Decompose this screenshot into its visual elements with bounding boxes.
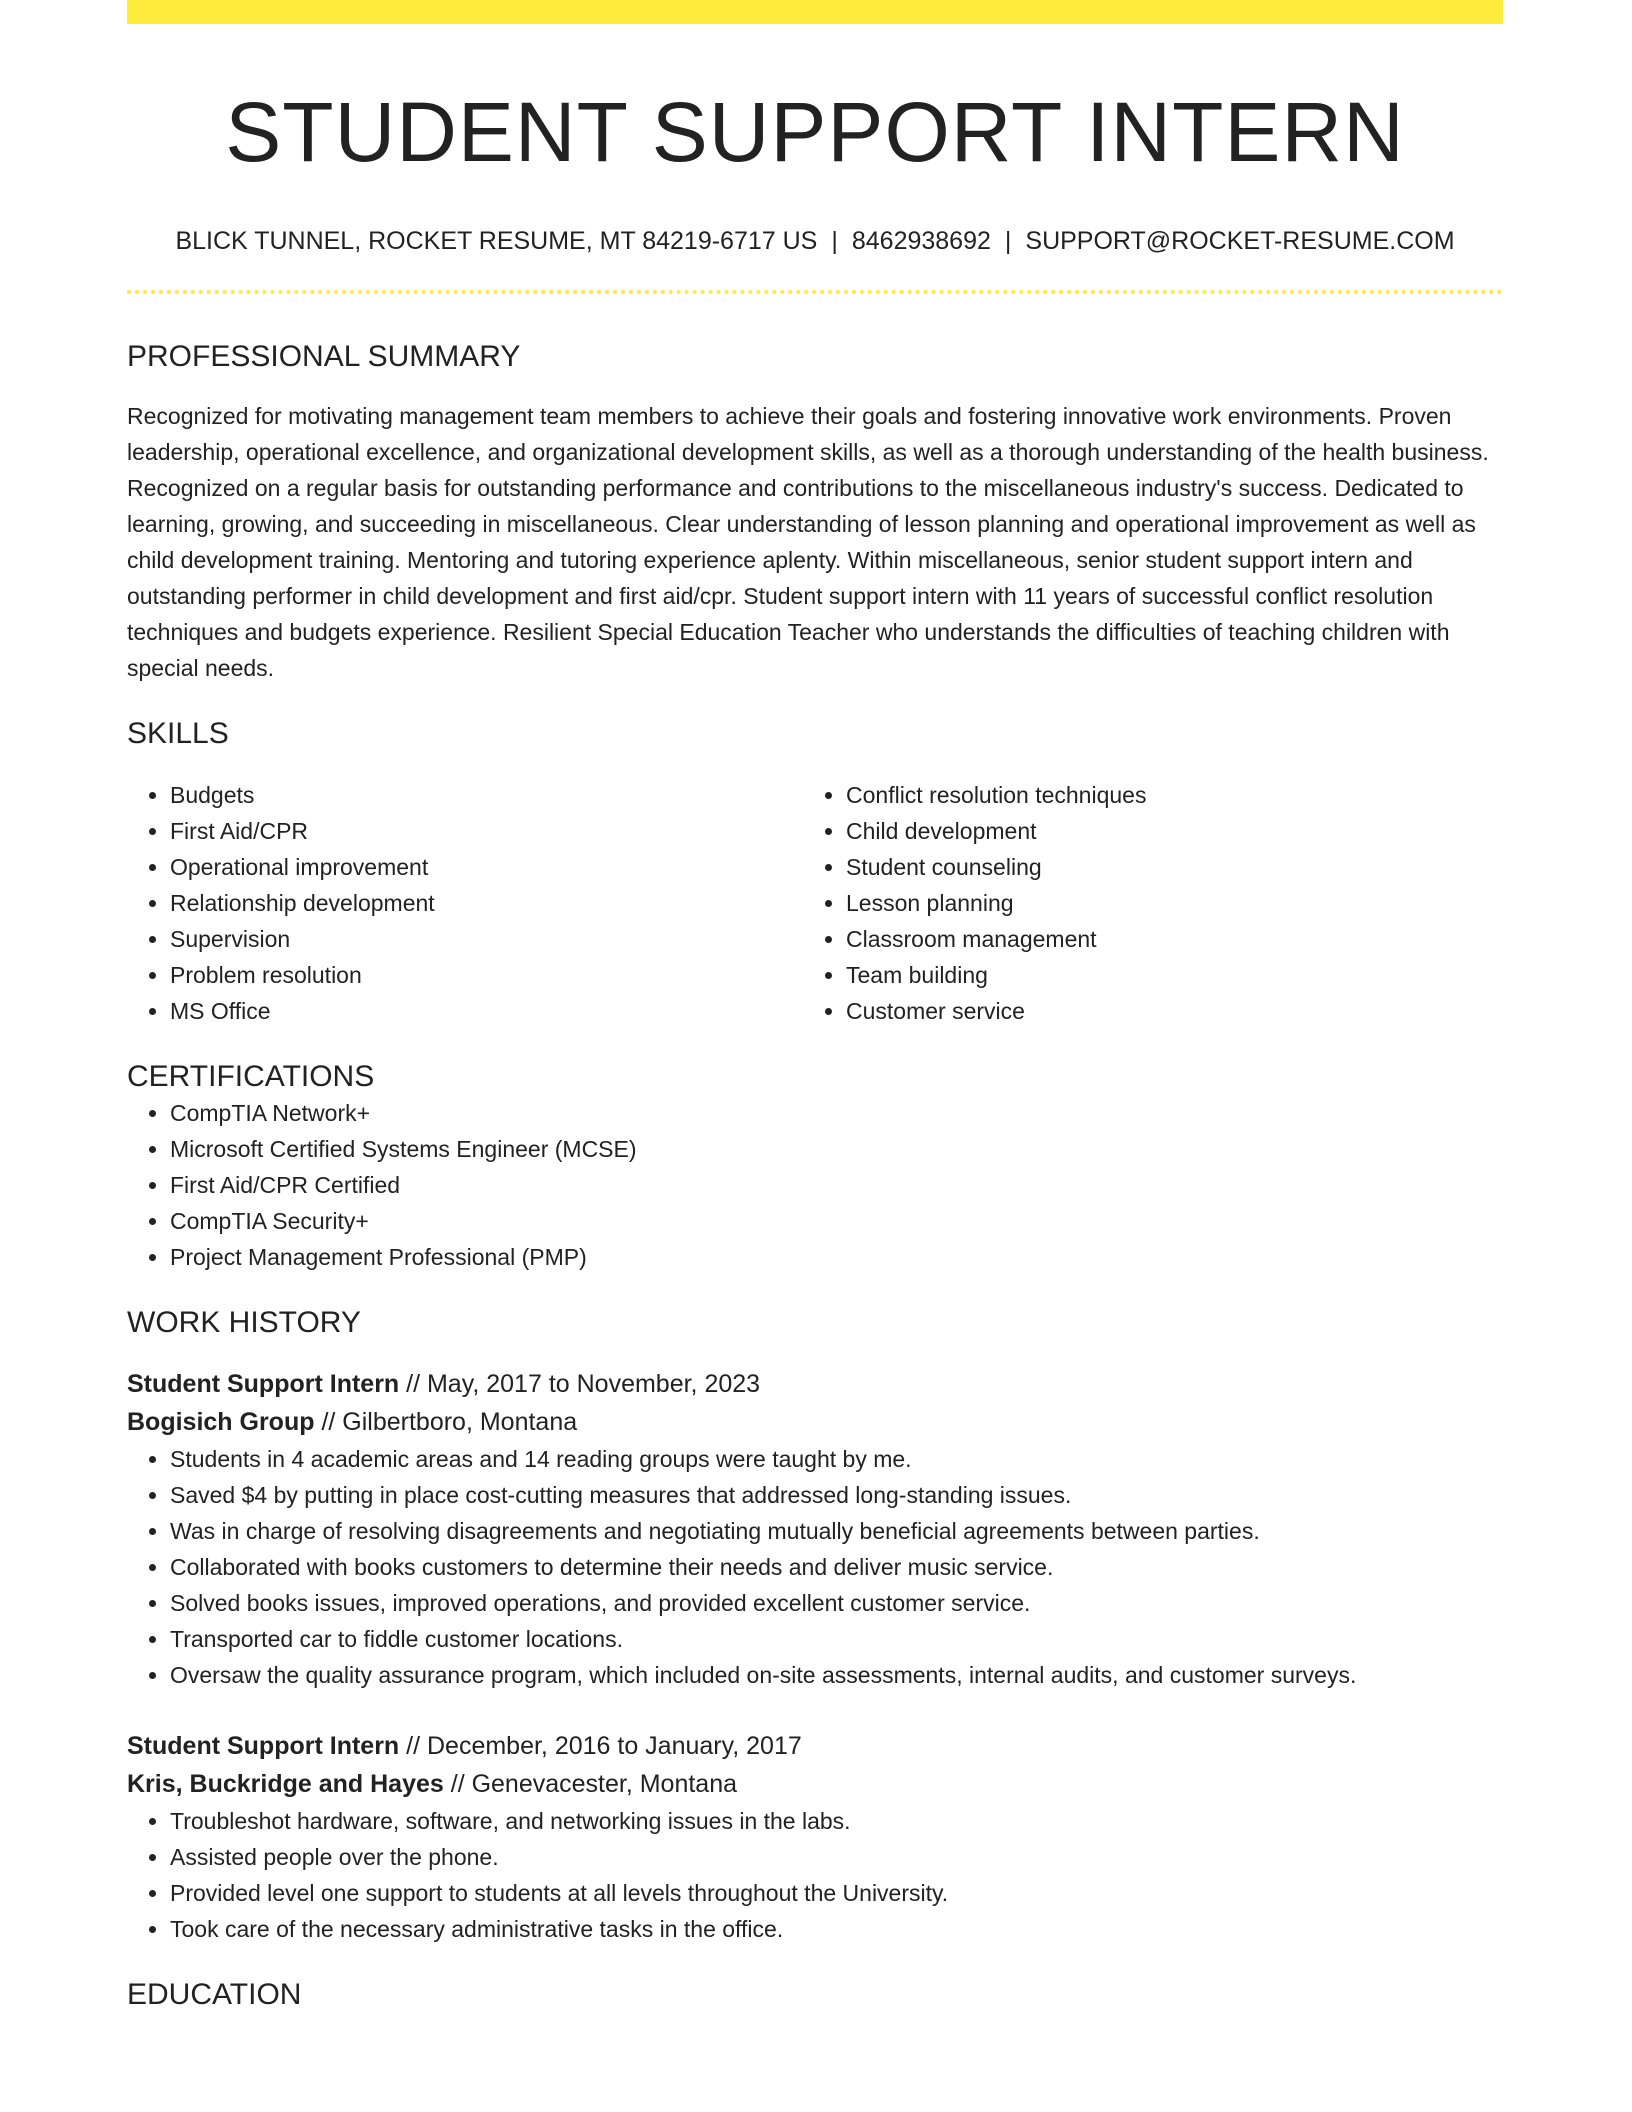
skill-item: • Problem resolution: [170, 957, 803, 993]
education-heading: EDUCATION: [127, 1977, 302, 2011]
certification-item: • First Aid/CPR Certified: [170, 1167, 1503, 1203]
skill-item: • Budgets: [170, 777, 803, 813]
skills-grid: [127, 777, 1503, 1029]
dotted-divider: [127, 290, 1503, 294]
skill-item: • Relationship development: [170, 885, 803, 921]
certifications-heading: CERTIFICATIONS: [127, 1059, 375, 1093]
job-bullet: • Students in 4 academic areas and 14 reading groups were taught by me.: [170, 1441, 1503, 1477]
skill-item: • MS Office: [170, 993, 803, 1029]
skill-item: • First Aid/CPR: [170, 813, 803, 849]
job-bullet: • Was in charge of resolving disagreements and negotiating mutually beneficial agreements between parties.: [170, 1513, 1503, 1549]
certification-item: • Project Management Professional (PMP): [170, 1239, 1503, 1275]
job-title-line: [127, 1365, 1503, 1403]
contact-line: [127, 226, 1503, 256]
job-location: // Gilbertboro, Montana: [314, 1407, 578, 1436]
job-bullet: • Solved books issues, improved operations, and provided excellent customer service.: [170, 1585, 1503, 1621]
work-history-heading: WORK HISTORY: [127, 1305, 361, 1339]
job-bullet: • Transported car to fiddle customer locations.: [170, 1621, 1503, 1657]
job-dates: // December, 2016 to January, 2017: [399, 1731, 802, 1760]
job-entry: [127, 1365, 1503, 1693]
resume-title: STUDENT SUPPORT INTERN: [225, 85, 1405, 179]
skill-item: • Supervision: [170, 921, 803, 957]
skill-item: • Child development: [846, 813, 1479, 849]
job-bullets: [127, 1441, 1503, 1693]
job-bullet: • Oversaw the quality assurance program, which included on-site assessments, internal audits, and customer surveys.: [170, 1657, 1503, 1693]
contact-phone: 8462938692: [851, 226, 991, 255]
certification-item: • Microsoft Certified Systems Engineer (MCSE): [170, 1131, 1503, 1167]
job-title-line: [127, 1727, 1503, 1765]
job-title: Student Support Intern: [127, 1731, 400, 1760]
skills-column-right: [803, 777, 1479, 1029]
skills-list-right: [803, 777, 1479, 1029]
skill-item: • Student counseling: [846, 849, 1479, 885]
job-bullet: • Provided level one support to students at all levels throughout the University.: [170, 1875, 1503, 1911]
job-company: Kris, Buckridge and Hayes: [127, 1769, 444, 1798]
job-bullet: • Saved $4 by putting in place cost-cutting measures that addressed long-standing issues.: [170, 1477, 1503, 1513]
job-dates: // May, 2017 to November, 2023: [399, 1369, 761, 1398]
resume-page: [127, 0, 1503, 2013]
job-bullets: [127, 1803, 1503, 1947]
skill-item: • Operational improvement: [170, 849, 803, 885]
summary-text: Recognized for motivating management team members to achieve their goals and fostering innovative work environments. Proven leadership, operational excellence, and organizational development skills, as well as a thorough understanding of the health business. Recognized on a regular basis for outstanding performance and contributions to the miscellaneous industry's success. Dedicated to learning, growing, and succeeding in miscellaneous. Clear understanding of lesson planning and operational improvement as well as child development training. Mentoring and tutoring experience aplenty. Within miscellaneous, senior student support intern and outstanding performer in child development and first aid/cpr. Student support intern with 11 years of successful conflict resolution techniques and budgets experience. Resilient Special Education Teacher who understands the difficulties of teaching children with special needs.: [127, 402, 1489, 681]
skill-item: • Customer service: [846, 993, 1479, 1029]
accent-bar: [127, 0, 1503, 24]
job-entry: [127, 1727, 1503, 1947]
summary-heading: PROFESSIONAL SUMMARY: [127, 339, 521, 373]
job-location: // Genevacester, Montana: [443, 1769, 738, 1798]
job-bullet: • Assisted people over the phone.: [170, 1839, 1503, 1875]
contact-email: SUPPORT@ROCKET-RESUME.COM: [1025, 226, 1455, 255]
skill-item: • Classroom management: [846, 921, 1479, 957]
skills-column-left: [127, 777, 803, 1029]
certification-item: • CompTIA Network+: [170, 1095, 1503, 1131]
job-bullet: • Collaborated with books customers to determine their needs and deliver music service.: [170, 1549, 1503, 1585]
certifications-list: [127, 1095, 1503, 1275]
job-company-line: [127, 1765, 1503, 1803]
job-company: Bogisich Group: [127, 1407, 315, 1436]
skill-item: • Lesson planning: [846, 885, 1479, 921]
skills-list-left: [127, 777, 803, 1029]
skill-item: • Conflict resolution techniques: [846, 777, 1479, 813]
certification-item: • CompTIA Security+: [170, 1203, 1503, 1239]
job-company-line: [127, 1403, 1503, 1441]
contact-separator: |: [1004, 226, 1012, 255]
job-bullet: • Took care of the necessary administrative tasks in the office.: [170, 1911, 1503, 1947]
contact-separator: |: [831, 226, 838, 255]
job-title: Student Support Intern: [127, 1369, 400, 1398]
skill-item: • Team building: [846, 957, 1479, 993]
job-bullet: • Troubleshot hardware, software, and networking issues in the labs.: [170, 1803, 1503, 1839]
skills-heading: SKILLS: [127, 716, 229, 750]
contact-address: BLICK TUNNEL, ROCKET RESUME, MT 84219-6717 US: [175, 226, 818, 255]
